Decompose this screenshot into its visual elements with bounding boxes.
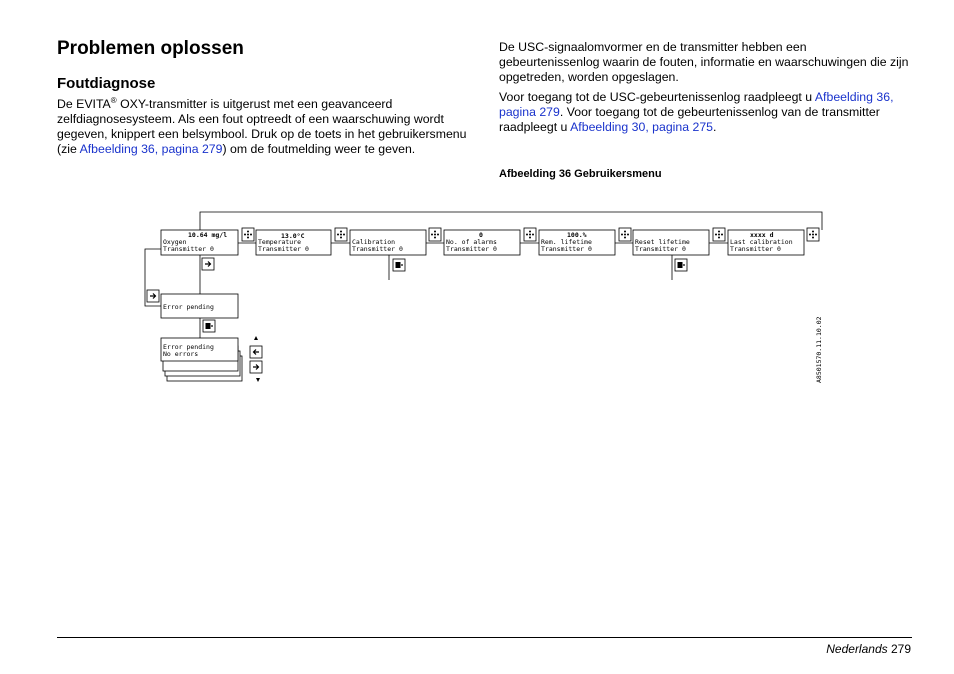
screen-label: Reset lifetime [635, 238, 690, 246]
event-log-paragraph: De USC-signaalomvormer en de transmitter hebben een gebeurtenissenlog waarin de fouten, informatie en waarschuwingen die zijn opgetreden, worden opgeslagen. [499, 40, 909, 84]
screen-label: Transmitter 0 [163, 245, 214, 253]
text-segment: . [713, 120, 717, 134]
text-segment: De EVITA [57, 97, 111, 111]
section-heading: Foutdiagnose [57, 75, 156, 92]
figure-30-link[interactable]: Afbeelding 30, pagina 275 [570, 120, 714, 134]
footer-divider [57, 637, 912, 638]
footer [826, 642, 911, 656]
registered-mark: ® [110, 95, 117, 105]
log-key-icon [393, 259, 405, 271]
text-segment: . Voor toegang tot de gebeurtenissenlog van de transmitter raadpleegt u [499, 105, 880, 134]
footer-language: Nederlands [826, 642, 888, 656]
screen-label: Transmitter 0 [352, 245, 403, 253]
log-key-icon [675, 259, 687, 271]
screen-label: Transmitter 0 [258, 245, 309, 253]
screen-label: Oxygen [163, 238, 187, 246]
screen-label: Calibration [352, 238, 396, 246]
screen-value: 100.% [567, 231, 587, 239]
screen-value: xxxx d [750, 231, 774, 239]
text-segment: OXY-transmitter is uitgerust met een geavanceerd zelfdiagnosesysteem. Als een fout optreedt of een waarschuwing wordt gegeven, knippert een belsymbool. Druk op de toets in het gebruikersmenu (zie [57, 97, 467, 156]
screen-label: Transmitter 0 [446, 245, 497, 253]
figure-id: A8501570.11.10.02 [815, 316, 823, 383]
screen-value: 10.64 mg/l [188, 231, 228, 239]
stack-label: No errors [163, 350, 199, 358]
screen-label: No. of alarms [446, 238, 497, 246]
stack-label: Error pending [163, 343, 214, 351]
error-screen-label: Error pending [163, 303, 214, 311]
text-segment: ) om de foutmelding weer te geven. [222, 142, 416, 156]
screen-label: Transmitter 0 [541, 245, 592, 253]
screen-label: Rem. lifetime [541, 238, 592, 246]
figure-link[interactable]: Afbeelding 36, pagina 279 [79, 142, 223, 156]
enter-key-icon [250, 361, 262, 373]
screen-reset-lifetime [635, 238, 690, 253]
page-title: Problemen oplossen [57, 38, 244, 59]
enter-key-icon [147, 290, 159, 302]
screen-label: Transmitter 0 [635, 245, 686, 253]
page-number: 279 [890, 642, 911, 656]
log-key-icon [203, 320, 215, 332]
screen-label: Last calibration [730, 238, 793, 246]
screen-value: 13.0°C [281, 232, 305, 240]
scroll-arrows-icon [254, 336, 260, 382]
enter-key-icon [202, 258, 214, 270]
figure-36-link[interactable]: Afbeelding 36, pagina 279 [499, 90, 894, 119]
screen-label: Transmitter 0 [730, 245, 781, 253]
screen-label: Temperature [258, 238, 302, 246]
back-key-icon [250, 346, 262, 358]
text-segment: Voor toegang tot de USC-gebeurtenissenlog raadpleegt u [499, 90, 815, 104]
figure-caption: Afbeelding 36 Gebruikersmenu [499, 168, 662, 180]
screen-value: 0 [479, 231, 483, 239]
